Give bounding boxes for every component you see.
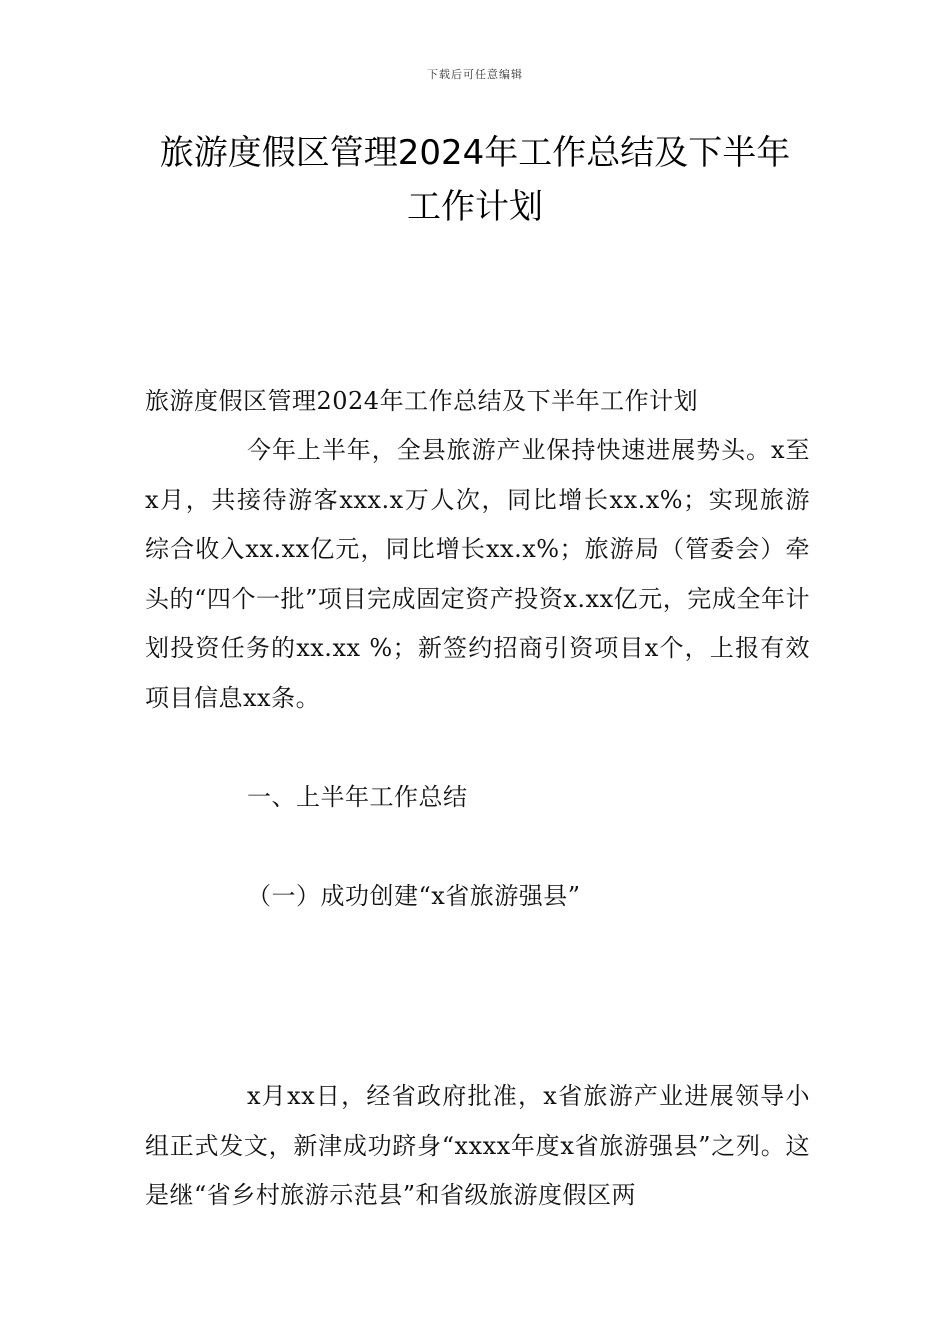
document-title-line-1: 旅游度假区管理2024年工作总结及下半年	[159, 133, 791, 173]
document-title-line-2: 工作计划	[407, 187, 543, 227]
body-paragraph: x月xx日，经省政府批准，x省旅游产业进展领导小组正式发文，新津成功跻身“xxxx年度x省旅游强县”之列。这是继“省乡村旅游示范县”和省级旅游度假区两	[145, 1082, 810, 1209]
document-title	[0, 126, 950, 234]
repeat-title: 旅游度假区管理2024年工作总结及下半年工作计划	[145, 387, 699, 415]
subsection-heading: （一）成功创建“x省旅游强县”	[247, 882, 581, 910]
intro-paragraph: 今年上半年，全县旅游产业保持快速进展势头。x至x月，共接待游客xxx.x万人次，同比增长xx.x%；实现旅游综合收入xx.xx亿元，同比增长xx.x%；旅游局（管委会）牵头的“四个一批”项目完成固定资产投资x.xx亿元，完成全年计划投资任务的xx.xx %；新签约招商引资项目x个，上报有效项目信息xx条。	[145, 436, 810, 712]
section-heading: 一、上半年工作总结	[247, 783, 468, 811]
header-note: 下载后可任意编辑	[427, 68, 523, 81]
